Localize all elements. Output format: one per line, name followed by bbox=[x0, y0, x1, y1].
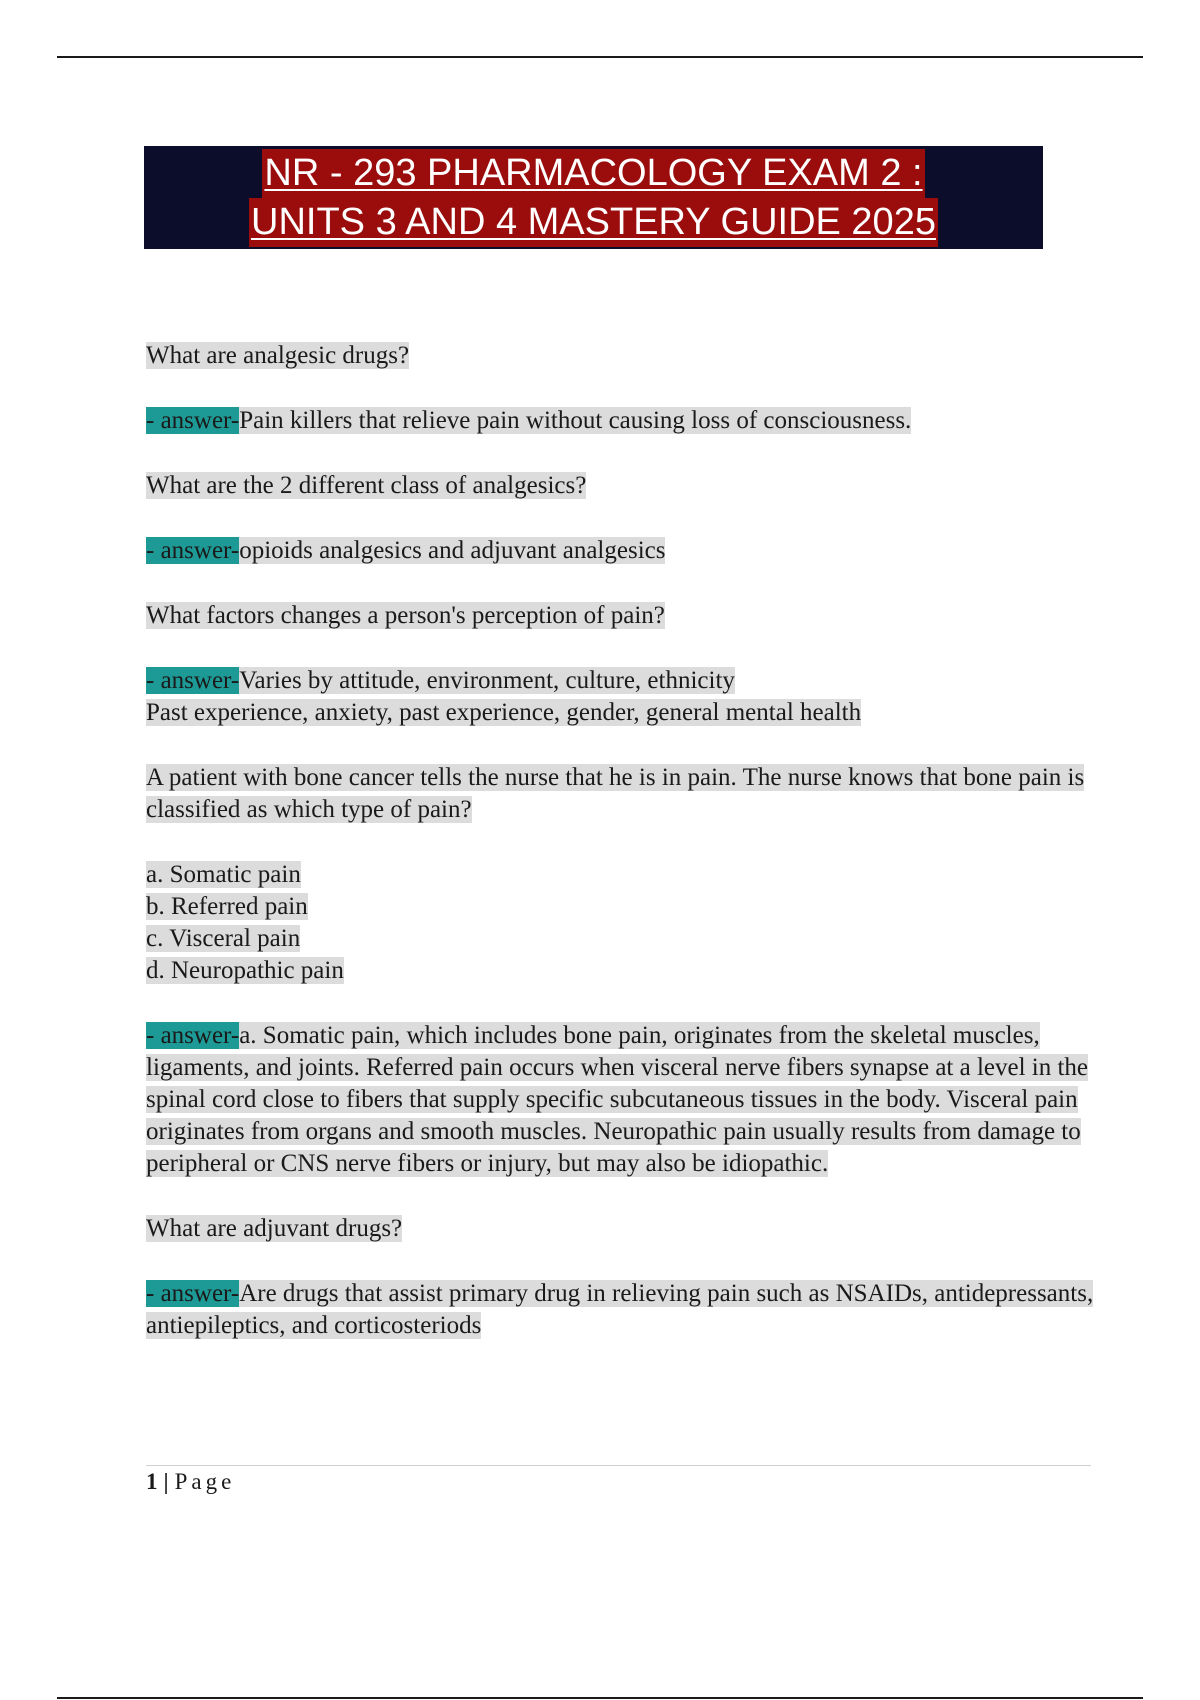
option-d: d. Neuropathic pain bbox=[146, 957, 344, 984]
answer-text: Pain killers that relieve pain without causing loss of consciousness. bbox=[239, 407, 912, 434]
footer-separator: | bbox=[163, 1469, 169, 1494]
question-text: What are analgesic drugs? bbox=[146, 342, 410, 369]
option-a: a. Somatic pain bbox=[146, 861, 301, 888]
answer bbox=[146, 1020, 1096, 1180]
answer-text: Are drugs that assist primary drug in relieving pain such as NSAIDs, antidepressants, antiepileptics, and corticosteriods bbox=[146, 1280, 1094, 1339]
question-text: A patient with bone cancer tells the nurse that he is in pain. The nurse knows that bone pain is classified as which type of pain? bbox=[146, 764, 1085, 823]
question bbox=[146, 1213, 1096, 1245]
option-list bbox=[146, 859, 1096, 987]
question bbox=[146, 470, 1096, 502]
question-text: What factors changes a person's perception of pain? bbox=[146, 602, 665, 629]
answer bbox=[146, 665, 1096, 729]
answer-text: Varies by attitude, environment, culture, ethnicity bbox=[239, 667, 735, 694]
page-label: Page bbox=[174, 1469, 236, 1494]
answer-tag: - answer- bbox=[146, 537, 240, 564]
question bbox=[146, 340, 1096, 372]
page-footer bbox=[146, 1466, 235, 1498]
option-c: c. Visceral pain bbox=[146, 925, 301, 952]
answer-text: a. Somatic pain, which includes bone pain, originates from the skeletal muscles, ligaments, and joints. Referred pain occurs when visceral nerve fibers synapse at a level in the spinal cord close to fibers that supply specific subcutaneous tissues in the body. Visceral pain originates from organs and smooth muscles. Neuropathic pain usually results from damage to peripheral or CNS nerve fibers or injury, but may also be idiopathic. bbox=[146, 1022, 1089, 1177]
answer bbox=[146, 1278, 1096, 1342]
option-b: b. Referred pain bbox=[146, 893, 308, 920]
title-line-1: NR - 293 PHARMACOLOGY EXAM 2 : bbox=[262, 149, 924, 198]
question bbox=[146, 762, 1096, 826]
title-line-2: UNITS 3 AND 4 MASTERY GUIDE 2025 bbox=[249, 198, 938, 247]
question-text: What are the 2 different class of analgesics? bbox=[146, 472, 587, 499]
answer-text: opioids analgesics and adjuvant analgesics bbox=[239, 537, 666, 564]
answer-tag: - answer- bbox=[146, 667, 240, 694]
title-banner bbox=[144, 146, 1043, 249]
answer-tag: - answer- bbox=[146, 407, 240, 434]
answer-tag: - answer- bbox=[146, 1280, 240, 1307]
page-number: 1 bbox=[146, 1469, 158, 1494]
question-text: What are adjuvant drugs? bbox=[146, 1215, 403, 1242]
answer bbox=[146, 405, 1096, 437]
document-body bbox=[146, 340, 1096, 1375]
answer-text-line-2: Past experience, anxiety, past experience, gender, general mental health bbox=[146, 699, 862, 726]
header-rule bbox=[57, 56, 1143, 58]
footer-rule bbox=[146, 1465, 1091, 1466]
answer bbox=[146, 535, 1096, 567]
answer-tag: - answer- bbox=[146, 1022, 240, 1049]
bottom-rule bbox=[57, 1697, 1143, 1699]
question bbox=[146, 600, 1096, 632]
